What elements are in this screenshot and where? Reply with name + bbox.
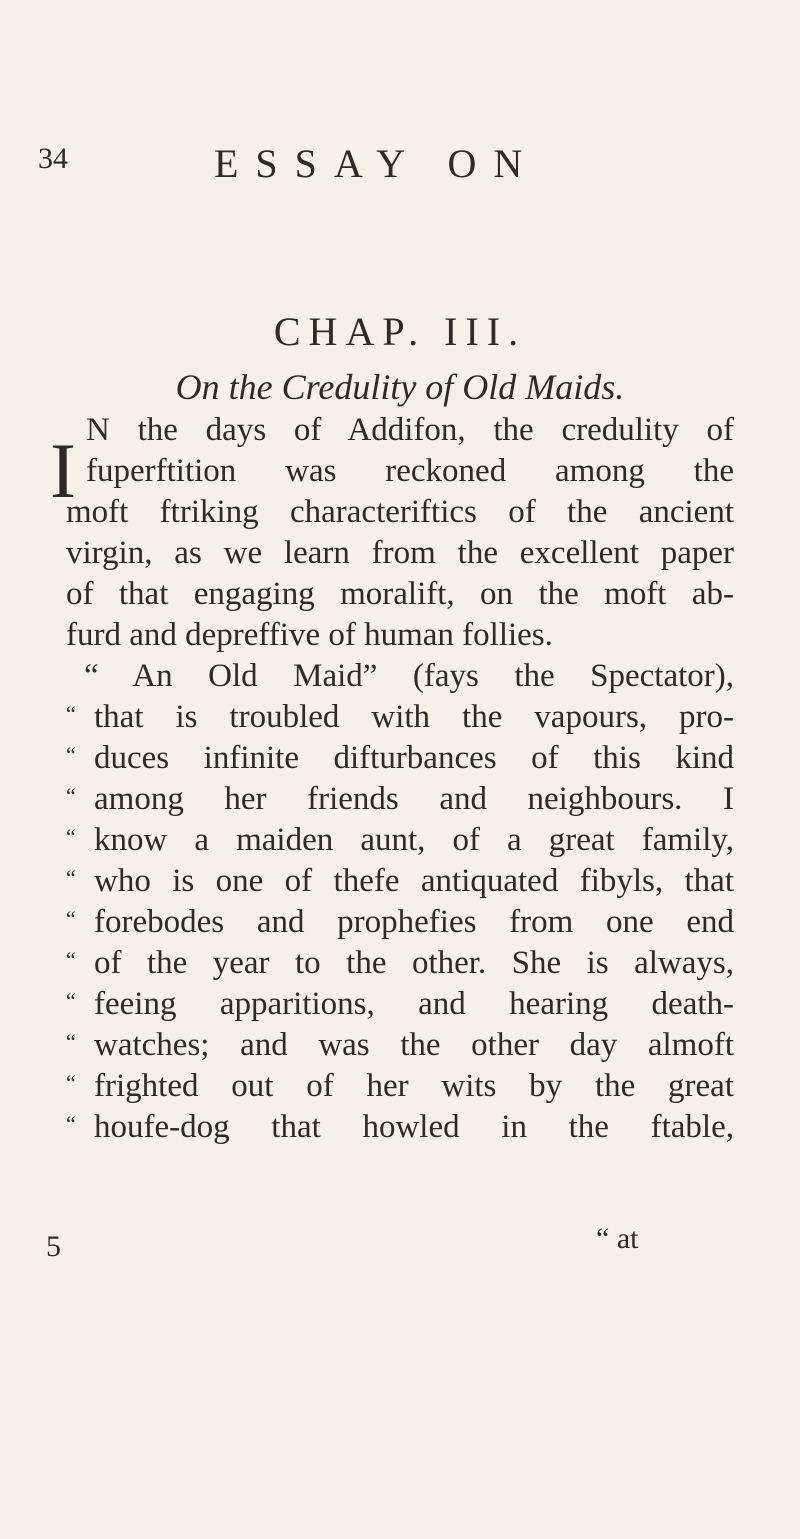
quote-line — [66, 697, 734, 738]
body-text — [66, 402, 734, 1148]
text-line: virgin, as we learn from the excellent paper — [66, 535, 734, 571]
signature-mark: 5 — [46, 1230, 61, 1263]
chapter-subtitle: On the Credulity of Old Maids. — [175, 367, 625, 407]
drop-cap: I — [50, 427, 76, 514]
quote-text: watches; and was the other day almoft — [94, 1027, 734, 1063]
quote-line — [66, 1025, 734, 1066]
quote-text: duces infinite difturbances of this kind — [94, 740, 734, 776]
running-title: ESSAY ON — [214, 141, 540, 186]
running-head — [38, 140, 738, 190]
quote-text: of the year to the other. She is always, — [94, 945, 734, 981]
quote-mark: “ — [66, 1111, 76, 1136]
quote-text: frighted out of her wits by the great — [94, 1068, 734, 1104]
text-line: furd and depreffive of human follies. — [66, 617, 553, 653]
quote-line — [66, 861, 734, 902]
quote-text: who is one of thefe antiquated fibyls, that — [94, 863, 734, 899]
quote-text: among her friends and neighbours. I — [94, 781, 734, 817]
quote-line — [66, 779, 734, 820]
page-number: 34 — [38, 142, 68, 175]
quote-line — [66, 656, 734, 697]
quote-mark: “ — [66, 947, 76, 972]
quote-mark: “ — [66, 742, 76, 767]
quote-text: know a maiden aunt, of a great family, — [94, 822, 734, 858]
catchword: “ at — [596, 1222, 639, 1255]
quote-line — [66, 902, 734, 943]
text-line: N the days of Addifon, the credulity of — [86, 412, 734, 448]
quote-line — [66, 820, 734, 861]
quote-mark: “ — [66, 906, 76, 931]
quote-mark: “ — [66, 865, 76, 890]
quote-line — [66, 738, 734, 779]
quote-line — [66, 984, 734, 1025]
quote-text: feeing apparitions, and hearing death- — [94, 986, 734, 1022]
quote-text: forebodes and prophefies from one end — [94, 904, 734, 940]
text-line: of that engaging moralift, on the moft ab- — [66, 576, 734, 612]
quote-text: “ An Old Maid” (fays the Spectator), — [84, 658, 734, 694]
quote-mark: “ — [66, 1029, 76, 1054]
quote-mark: “ — [66, 1070, 76, 1095]
quote-mark: “ — [66, 783, 76, 808]
text-line: fuperftition was reckoned among the — [86, 453, 734, 489]
quote-line — [66, 943, 734, 984]
quote-text: that is troubled with the vapours, pro- — [94, 699, 734, 735]
quote-mark: “ — [66, 824, 76, 849]
chapter-heading: CHAP. III. — [273, 309, 527, 354]
quote-text: houfe-dog that howled in the ftable, — [94, 1109, 734, 1145]
page-footer — [0, 1222, 800, 1282]
quote-mark: “ — [66, 988, 76, 1013]
quote-mark: “ — [66, 701, 76, 726]
text-line: moft ftriking characteriftics of the ancient — [66, 494, 734, 530]
quote-line — [66, 1107, 734, 1148]
quote-line — [66, 1066, 734, 1107]
